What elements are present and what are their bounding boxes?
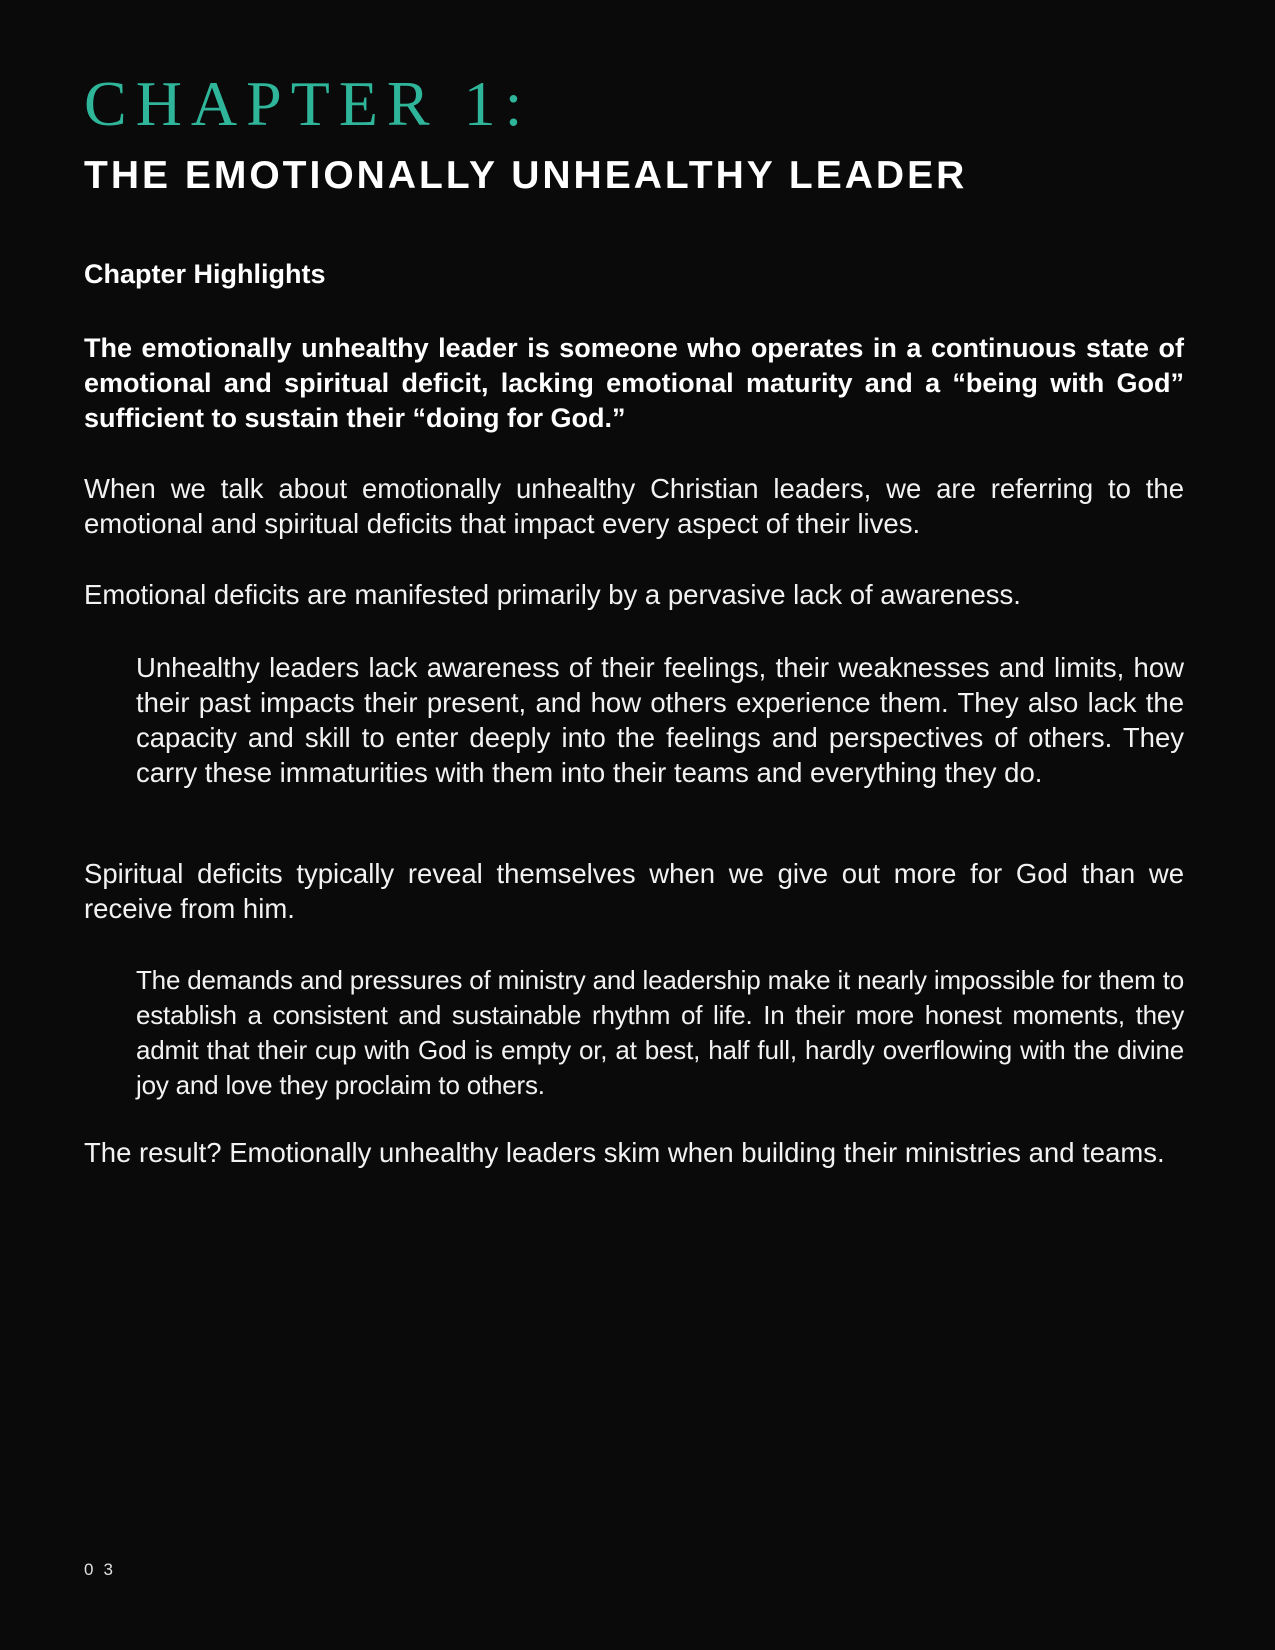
page-number: 03 — [84, 1560, 123, 1579]
highlights-lead-paragraph: The emotionally unhealthy leader is someone who operates in a continuous state of emotional and spiritual deficit, lacking emotional maturity and a “being with God” sufficient to sustain their “doing for God.” — [84, 333, 1184, 433]
chapter-label: CHAPTER 1: — [84, 68, 532, 139]
body-paragraph-3: Spiritual deficits typically reveal themselves when we give out more for God than we receive from him. — [84, 858, 1184, 924]
chapter-title: THE EMOTIONALLY UNHEALTHY LEADER — [84, 154, 968, 197]
body-paragraph-2: Emotional deficits are manifested primarily by a pervasive lack of awareness. — [84, 579, 1021, 610]
body-paragraph-1: When we talk about emotionally unhealthy Christian leaders, we are referring to the emotional and spiritual deficits that impact every aspect of their lives. — [84, 473, 1184, 539]
body-paragraph-4: The result? Emotionally unhealthy leaders skim when building their ministries and teams. — [84, 1137, 1165, 1168]
indented-paragraph-spiritual: The demands and pressures of ministry and leadership make it nearly impossible for them to establish a consistent and sustainable rhythm of life. In their more honest moments, they admit that their cup with God is empty or, at best, half full, hardly overflowing with the divine joy and love they proclaim to others. — [136, 965, 1184, 1100]
highlights-heading: Chapter Highlights — [84, 259, 326, 289]
document-page — [84, 0, 1184, 1650]
indented-paragraph-emotional: Unhealthy leaders lack awareness of their feelings, their weaknesses and limits, how their past impacts their present, and how others experience them. They also lack the capacity and skill to enter deeply into the feelings and perspectives of others. They carry these immaturities with them into their teams and everything they do. — [136, 652, 1184, 788]
